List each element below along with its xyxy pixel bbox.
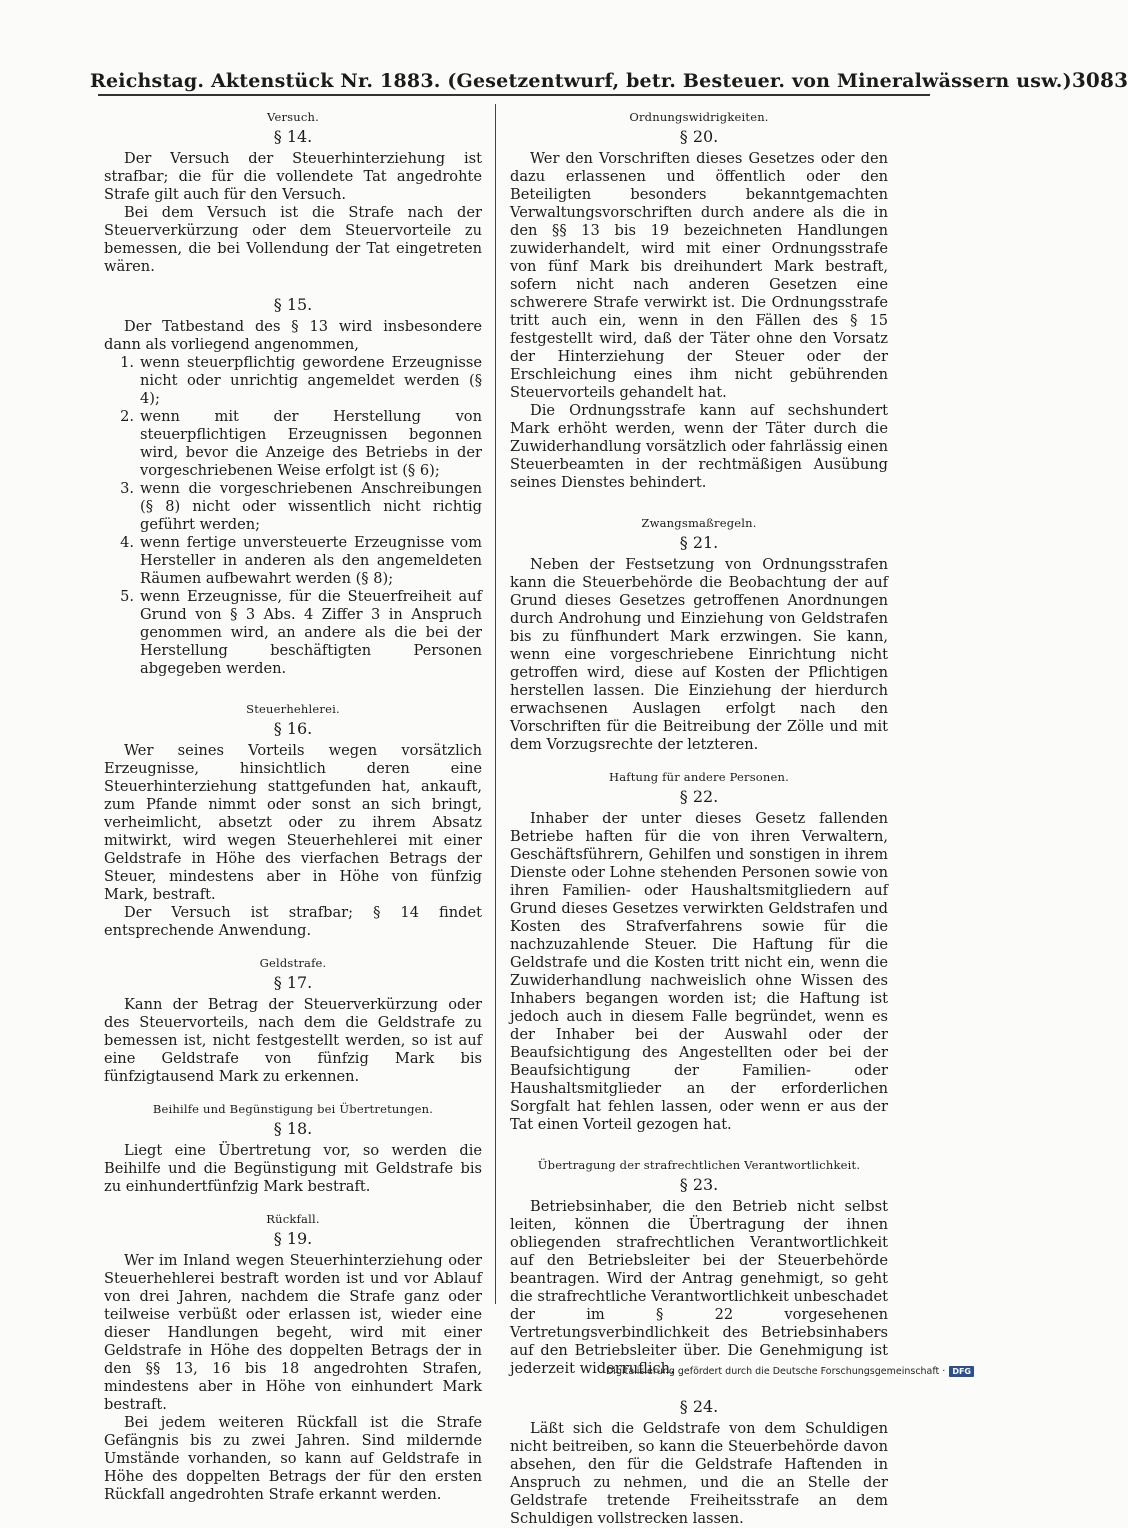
section-heading: § 22. [679, 787, 719, 806]
section-heading: § 21. [679, 533, 719, 552]
paragraph: Wer seines Vorteils wegen vorsätzlich Erzeugnisse, hinsichtlich deren eine Steuerhinterziehung stattgefunden hat, ankauft, zum Pfande nimmt oder sonst an sich bringt, verheimlicht, absetzt oder zu ihrem Absatz mitwirkt, wird wegen Steuerhehlerei mit einer Geldstrafe in Höhe des vierfachen Betrags der Steuer, mindestens aber in Höhe von fünfzig Mark, bestraft. [104, 742, 482, 903]
section-heading: § 23. [679, 1175, 719, 1194]
paragraph: Bei jedem weiteren Rückfall ist die Strafe Gefängnis bis zu zwei Jahren. Sind mildernde Umstände vorhanden, so kann auf Geldstrafe in Höhe des doppelten Betrags der für den ersten Rückfall angedrohten Strafe erkannt werden. [104, 1414, 482, 1503]
section-category: Ordnungswidrigkeiten. [629, 110, 769, 124]
list-item [104, 534, 482, 588]
list-item [104, 480, 482, 534]
item-number: 2. [120, 408, 134, 425]
paragraph: Inhaber der unter dieses Gesetz fallenden Betriebe haften für die von ihren Verwaltern, Geschäftsführern, Gehilfen und sonstigen in ihrem Dienste oder Lohne stehenden Personen sowie von ihren Familien- oder Haushaltsmitgliedern auf Grund dieses Gesetzes verwirkten Geldstrafen und Kosten des Strafverfahrens sowie für die nachzuzahlende Steuer. Die Haftung für die Geldstrafe und die Kosten tritt nicht ein, wenn die Zuwiderhandlung nachweislich ohne Wissen des Inhabers begangen worden ist; die Haftung ist jedoch auch in diesem Falle begründet, wenn es der Inhaber bei der Auswahl oder der Beaufsichtigung des Angestellten oder bei der Beaufsichtigung der Familien- oder Haushaltsmitglieder an der erforderlichen Sorgfalt hat fehlen lassen, oder wenn er aus der Tat einen Vorteil gezogen hat. [510, 810, 888, 1133]
item-number: 3. [120, 480, 134, 497]
paragraph: Der Versuch der Steuerhinterziehung ist strafbar; die für die vollendete Tat angedrohte Strafe gilt auch für den Versuch. [104, 150, 482, 203]
item-text: wenn die vorgeschriebenen Anschreibungen (§ 8) nicht oder wissentlich nicht richtig geführt werden; [140, 480, 482, 533]
section-heading: § 24. [679, 1397, 719, 1416]
digitization-credit [606, 1366, 974, 1377]
page-header [90, 56, 1128, 92]
page-number: 3083 [1071, 68, 1128, 92]
paragraph: Der Versuch ist strafbar; § 14 findet entsprechende Anwendung. [104, 904, 482, 939]
section-category: Versuch. [267, 110, 319, 124]
dfg-logo: DFG [949, 1366, 974, 1377]
list-item [104, 354, 482, 408]
paragraph: Wer den Vorschriften dieses Gesetzes oder den dazu erlassenen und öffentlich oder den Beteiligten besonders bekanntgemachten Verwaltungsvorschriften durch andere als die in den §§ 13 bis 19 bezeichneten Handlungen zuwiderhandelt, wird mit einer Ordnungsstrafe von fünf Mark bis dreihundert Mark bestraft, sofern nicht nach anderen Gesetzen eine schwerere Strafe verwirkt ist. Die Ordnungsstrafe tritt auch ein, wenn in den Fällen des § 15 festgestellt wird, daß der Täter ohne den Vorsatz der Hinterziehung der Steuer oder der Erschleichung eines ihm nicht gebührenden Steuervorteils gehandelt hat. [510, 150, 888, 401]
section-category: Zwangsmaßregeln. [641, 516, 757, 530]
running-title: Reichstag. Aktenstück Nr. 1883. (Gesetzentwurf, betr. Besteuer. von Mineralwässern usw.) [90, 70, 1072, 92]
list-item [104, 408, 482, 480]
paragraph: Wer im Inland wegen Steuerhinterziehung oder Steuerhehlerei bestraft worden ist und vor Ablauf von drei Jahren, nachdem die Strafe ganz oder teilweise verbüßt oder erlassen ist, wieder eine dieser Handlungen begeht, wird mit einer Geldstrafe in Höhe des doppelten Betrags der in den §§ 13, 16 bis 18 angedrohten Strafen, mindestens aber in Höhe von einhundert Mark bestraft. [104, 1252, 482, 1413]
section-category: Steuerhehlerei. [246, 702, 340, 716]
item-number: 5. [120, 588, 134, 605]
section-heading: § 16. [273, 719, 313, 738]
section-heading: § 14. [273, 127, 313, 146]
section-category: Beihilfe und Begünstigung bei Übertretungen. [152, 1102, 434, 1116]
section-heading: § 15. [273, 295, 313, 314]
section-category: Rückfall. [266, 1212, 320, 1226]
paragraph: Liegt eine Übertretung vor, so werden die Beihilfe und die Begünstigung mit Geldstrafe bis zu einhundertfünfzig Mark bestraft. [104, 1142, 482, 1195]
item-text: wenn mit der Herstellung von steuerpflichtigen Erzeugnissen begonnen wird, bevor die Anzeige des Betriebs in der vorgeschriebenen Weise erfolgt ist (§ 6); [140, 408, 482, 479]
section-heading: § 17. [273, 973, 313, 992]
paragraph: Die Ordnungsstrafe kann auf sechshundert Mark erhöht werden, wenn der Täter durch die Zuwiderhandlung vorsätzlich oder fahrlässig einen Steuerbeamten in der rechtmäßigen Ausübung seines Dienstes behindert. [510, 402, 888, 491]
section-category: Übertragung der strafrechtlichen Verantwortlichkeit. [537, 1158, 861, 1172]
item-text: wenn Erzeugnisse, für die Steuerfreiheit auf Grund von § 3 Abs. 4 Ziffer 3 in Anspruch genommen wird, an andere als die bei der Herstellung beschäftigten Personen abgegeben werden. [140, 588, 482, 677]
enumerated-list [104, 354, 482, 678]
item-text: wenn steuerpflichtig gewordene Erzeugnisse nicht oder unrichtig angemeldet werden (§ 4); [140, 354, 482, 407]
item-number: 1. [120, 354, 134, 371]
section-heading: § 19. [273, 1229, 313, 1248]
item-text: wenn fertige unversteuerte Erzeugnisse vom Hersteller in anderen als den angemeldeten Räumen aufbewahrt werden (§ 8); [140, 534, 482, 587]
section-category: Geldstrafe. [259, 956, 327, 970]
credit-text: Digitalisierung gefördert durch die Deutsche Forschungsgemeinschaft · [605, 1366, 946, 1377]
item-number: 4. [120, 534, 134, 551]
left-column [104, 104, 482, 1504]
right-column [510, 104, 888, 1528]
list-item [104, 588, 482, 678]
paragraph: Neben der Festsetzung von Ordnungsstrafen kann die Steuerbehörde die Beobachtung der auf Grund dieses Gesetzes getroffenen Anordnungen durch Androhung und Einziehung von Geldstrafen bis zu fünfhundert Mark erzwingen. Sie kann, wenn eine vorgeschriebene Einrichtung nicht getroffen wird, diese auf Kosten der Pflichtigen herstellen lassen. Die Einziehung der hierdurch erwachsenen Auslagen erfolgt nach den Vorschriften für die Beitreibung der Zölle und mit dem Vorzugsrechte der letzteren. [510, 556, 888, 753]
section-category: Haftung für andere Personen. [608, 770, 790, 784]
section-heading: § 20. [679, 127, 719, 146]
paragraph: Läßt sich die Geldstrafe von dem Schuldigen nicht beitreiben, so kann die Steuerbehörde davon absehen, den für die Geldstrafe Haftenden in Anspruch zu nehmen, und die an Stelle der Geldstrafe tretende Freiheitsstrafe an dem Schuldigen vollstrecken lassen. [510, 1420, 888, 1527]
column-divider [495, 104, 496, 1304]
paragraph: Der Tatbestand des § 13 wird insbesondere dann als vorliegend angenommen, [104, 318, 482, 353]
header-rule [98, 94, 930, 96]
paragraph: Kann der Betrag der Steuerverkürzung oder des Steuervorteils, nach dem die Geldstrafe zu bemessen ist, nicht festgestellt werden, so ist auf eine Geldstrafe von fünfzig Mark bis fünfzigtausend Mark zu erkennen. [104, 996, 482, 1085]
paragraph: Betriebsinhaber, die den Betrieb nicht selbst leiten, können die Übertragung der ihnen obliegenden strafrechtlichen Verantwortlichkeit auf den Betriebsleiter bei der Steuerbehörde beantragen. Wird der Antrag genehmigt, so geht die strafrechtliche Verantwortlichkeit unbeschadet der im § 22 vorgesehenen Vertretungsverbindlichkeit des Betriebsinhabers auf den Betriebsleiter über. Die Genehmigung ist jederzeit widerruflich. [510, 1198, 888, 1377]
section-heading: § 18. [273, 1119, 313, 1138]
paragraph: Bei dem Versuch ist die Strafe nach der Steuerverkürzung oder dem Steuervorteile zu bemessen, die bei Vollendung der Tat eingetreten wären. [104, 204, 482, 275]
